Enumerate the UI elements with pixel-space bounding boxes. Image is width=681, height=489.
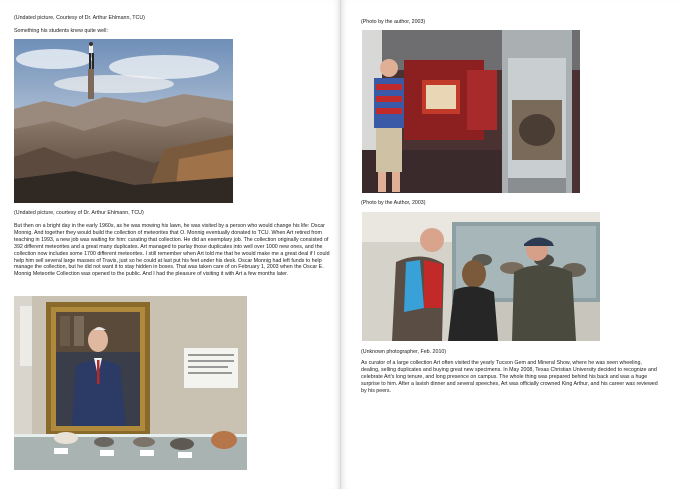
gem-show-photo — [362, 212, 600, 341]
caption-museum: (Photo by the author, 2003) — [361, 19, 426, 25]
grand-canyon-photo — [14, 39, 233, 203]
left-body-text: But then on a bright day in the early 1960s, as he was mowing his lawn, he was visited by a person who would change his life: Oscar Monnig. And together they would build the collection of meteorites that O. Monnig eventually donated to TCU. When Art retired from teaching in 1993, a new job was waiting for him: curating that collection. He did an exemplary job. The collection originally consisted of 392 different meteorites and a great many duplicates. Art managed to parlay those duplicates into well over 1000 new ones, and the collection now includes some 1700 different meteorites. I still remember when Art told me that he would make me a great deal if I could help him sell several large masses of Travis, just so he could at last put his feet under his desk. Oscar Monnig had left funds to help manage the collection, but he did not want it to stay hidden in boxes. That was taken care of on February 1, 2003 when the Oscar E. Monnig Meteorite Collection was opened to the public. And I had the pleasure of visiting it with Art a few months later. — [14, 223, 330, 278]
caption-canyon: (Undated picture, courtesy of Dr. Arthur Ehlmann, TCU) — [14, 210, 144, 216]
right-body-text: As curator of a large collection Art often visited the yearly Tucson Gem and Mineral Show, where he was seen wheeling, dealing, selling duplicates and buying great new specimens. In May 2008, Texas Christian University decided to recognize and celebrate Art's long tenure, and long presence on campus. The whole thing was prepared behind his back and was a huge surprise to him. After a lavish dinner and several speeches, Art was officially crowned King Arthur, and his career was reviewed by his peers. — [361, 360, 658, 394]
caption-show: (Photo by the Author, 2003) — [361, 200, 426, 206]
caption-unknown: (Unknown photographer, Feb. 2010) — [361, 349, 447, 355]
right-page — [341, 0, 681, 489]
intro-line: Something his students knew quite well: — [14, 28, 108, 34]
caption-top: (Undated picture, Courtesy of Dr. Arthur Ehlmann, TCU) — [14, 15, 145, 21]
portrait-display-photo — [14, 296, 247, 470]
museum-photo — [362, 30, 580, 193]
